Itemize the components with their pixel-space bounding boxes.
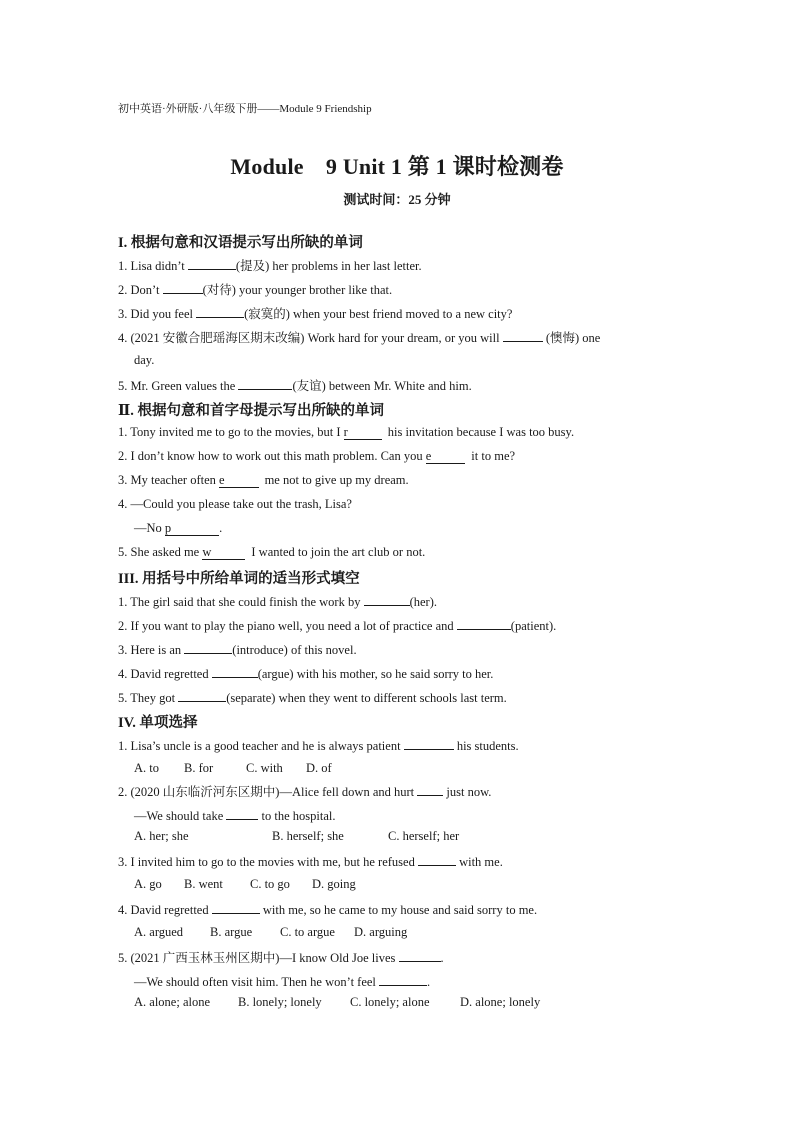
section-2-heading: Ⅱ. 根据句意和首字母提示写出所缺的单词	[118, 403, 384, 419]
option-c[interactable]: C. with	[246, 761, 283, 775]
running-header: 初中英语·外研版·八年级下册——Module 9 Friendship	[118, 103, 372, 115]
s4-question-4-options	[118, 924, 678, 948]
s2-question-1: 1. Tony invited me to go to the movies, but I r his invitation because I was too busy.	[118, 425, 575, 439]
answer-blank[interactable]	[503, 328, 543, 342]
page-subtitle: 测试时间：25 分钟	[343, 192, 451, 207]
answer-blank[interactable]	[457, 616, 511, 630]
answer-blank[interactable]	[163, 280, 203, 294]
s4-question-5: 5. (2021 广西玉林玉州区期中)—I know Old Joe lives .	[118, 948, 678, 972]
initial-letter-blank[interactable]: w	[202, 545, 245, 560]
s4-question-1-options	[118, 760, 678, 782]
option-b[interactable]: B. for	[184, 761, 214, 775]
s3-question-4: 4. David regretted (argue) with his mother, so he said sorry to her.	[118, 664, 678, 688]
answer-blank[interactable]	[196, 304, 244, 318]
s1-question-3: 3. Did you feel (寂寞的) when your best friend moved to a new city?	[118, 304, 678, 328]
option-b[interactable]: B. lonely; lonely	[238, 995, 322, 1009]
s1-question-1: 1. Lisa didn’t (提及) her problems in her last letter.	[118, 256, 678, 280]
s2-question-2: 2. I don’t know how to work out this math problem. Can you e it to me?	[118, 449, 516, 463]
s3-question-3: 3. Here is an (introduce) of this novel.	[118, 640, 678, 664]
worksheet-body	[118, 232, 678, 1018]
answer-blank[interactable]	[238, 376, 292, 390]
option-a[interactable]: A. alone; alone	[134, 995, 211, 1009]
s4-question-4: 4. David regretted with me, so he came to my house and said sorry to me.	[118, 900, 678, 924]
s2-question-4-reply: —No p .	[134, 521, 223, 535]
option-a[interactable]: A. go	[134, 877, 162, 891]
answer-blank[interactable]	[212, 900, 260, 914]
initial-letter-blank[interactable]: p	[165, 521, 219, 536]
option-a[interactable]: A. to	[134, 761, 159, 775]
answer-blank[interactable]	[226, 806, 258, 820]
s3-question-1: 1. The girl said that she could finish the work by (her).	[118, 592, 678, 616]
option-b[interactable]: B. went	[184, 877, 223, 891]
s4-question-1: 1. Lisa’s uncle is a good teacher and he is always patient his students.	[118, 736, 678, 760]
s1-question-5: 5. Mr. Green values the (友谊) between Mr. White and him.	[118, 376, 678, 400]
answer-blank[interactable]	[417, 782, 443, 796]
option-d[interactable]: D. arguing	[354, 925, 408, 939]
section-3-heading: III. 用括号中所给单词的适当形式填空	[118, 571, 360, 587]
section-4-heading: IV. 单项选择	[118, 715, 198, 731]
s1-question-4-cont: day.	[134, 353, 155, 367]
answer-blank[interactable]	[379, 972, 427, 986]
option-b[interactable]: B. argue	[210, 925, 253, 939]
answer-blank[interactable]	[399, 948, 441, 962]
answer-blank[interactable]	[364, 592, 410, 606]
page-title: Module 9 Unit 1 第 1 课时检测卷	[230, 154, 564, 179]
answer-blank[interactable]	[184, 640, 232, 654]
option-a[interactable]: A. her; she	[134, 829, 189, 843]
answer-blank[interactable]	[404, 736, 454, 750]
s4-question-2-options	[118, 828, 678, 852]
option-a[interactable]: A. argued	[134, 925, 184, 939]
section-1-heading: I. 根据句意和汉语提示写出所缺的单词	[118, 235, 363, 251]
s2-question-3: 3. My teacher often e me not to give up my dream.	[118, 473, 409, 487]
s4-question-2: 2. (2020 山东临沂河东区期中)—Alice fell down and hurt just now.	[118, 782, 678, 806]
s2-question-5: 5. She asked me w I wanted to join the art club or not.	[118, 545, 426, 559]
initial-letter-blank[interactable]: e	[426, 449, 466, 464]
option-d[interactable]: D. alone; lonely	[460, 995, 541, 1009]
s4-question-5-reply: —We should often visit him. Then he won’t feel .	[118, 972, 678, 994]
option-c[interactable]: C. to argue	[280, 925, 335, 939]
option-d[interactable]: D. of	[306, 761, 332, 775]
s2-question-4: 4. —Could you please take out the trash, Lisa?	[118, 497, 352, 511]
option-b[interactable]: B. herself; she	[272, 829, 344, 843]
option-c[interactable]: C. lonely; alone	[350, 995, 430, 1009]
s3-question-2: 2. If you want to play the piano well, you need a lot of practice and (patient).	[118, 616, 678, 640]
s4-question-3-options	[118, 876, 678, 900]
option-c[interactable]: C. herself; her	[388, 829, 460, 843]
option-c[interactable]: C. to go	[250, 877, 290, 891]
s4-question-2-reply: —We should take to the hospital.	[118, 806, 678, 828]
answer-blank[interactable]	[212, 664, 258, 678]
s4-question-3: 3. I invited him to go to the movies with me, but he refused with me.	[118, 852, 678, 876]
answer-blank[interactable]	[178, 688, 226, 702]
option-d[interactable]: D. going	[312, 877, 356, 891]
answer-blank[interactable]	[188, 256, 236, 270]
answer-blank[interactable]	[418, 852, 456, 866]
s1-question-4: 4. (2021 安徽合肥瑶海区期末改编) Work hard for your dream, or you will (懊悔) one	[118, 328, 678, 352]
s3-question-5: 5. They got (separate) when they went to different schools last term.	[118, 688, 678, 712]
initial-letter-blank[interactable]: r	[344, 425, 382, 440]
s1-question-2: 2. Don’t (对待) your younger brother like that.	[118, 280, 678, 304]
initial-letter-blank[interactable]: e	[219, 473, 259, 488]
s4-question-5-options	[118, 994, 678, 1018]
